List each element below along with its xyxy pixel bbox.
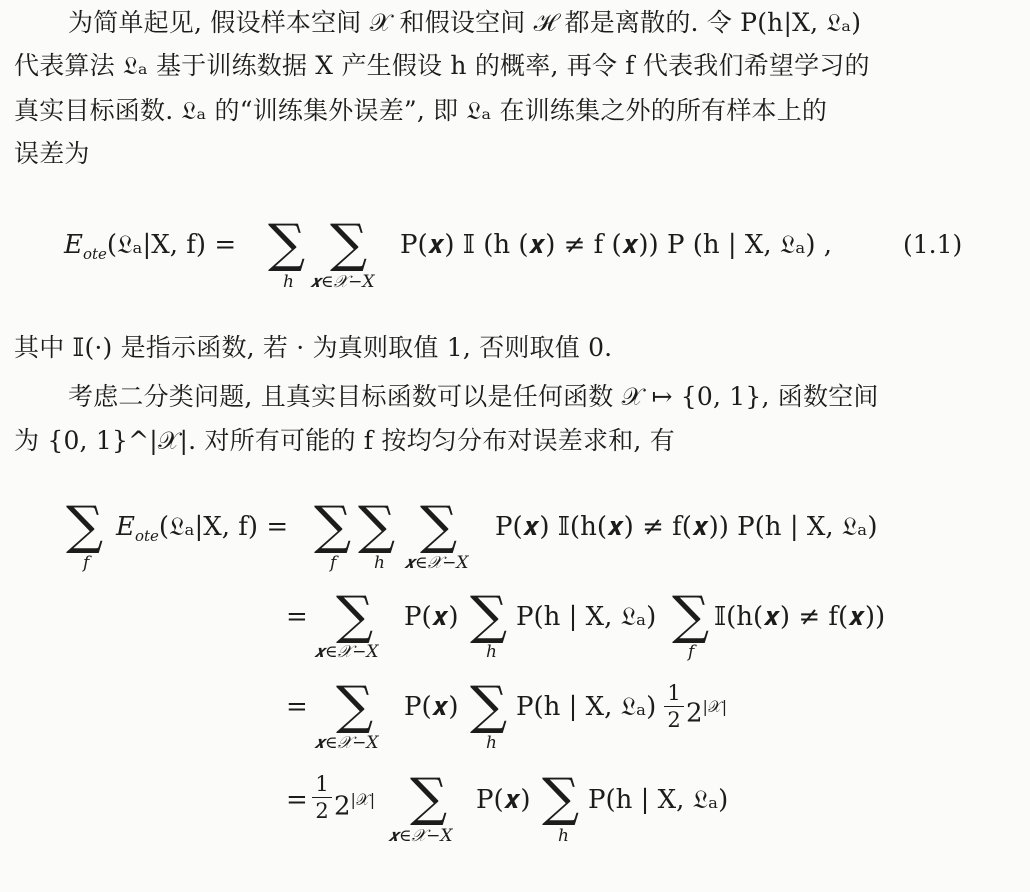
eq2-row2-sum1: ∑	[336, 586, 374, 646]
eq2-row1-sum-f: ∑	[66, 496, 104, 556]
eq2-row4-frac	[312, 773, 332, 822]
eq2-row1-lhs: E	[116, 512, 135, 542]
eq2-row3-sub2: h	[486, 733, 497, 753]
eq2-row4-sub1: 𝒙∈𝒳−X	[388, 826, 453, 846]
eq2-row3-pow-exp: |𝒳|	[702, 697, 728, 716]
eq1-sum1-sub: h	[283, 272, 294, 292]
eq2-row1-sum1: ∑	[314, 496, 352, 556]
eq2-row4-sub2: h	[558, 826, 569, 846]
eq1-body: P(𝒙) 𝕀 (h (𝒙) ≠ f (𝒙)) P (h | X, 𝔏ₐ) ,	[400, 230, 833, 260]
eq1-sum2-sub: 𝒙∈𝒳−X	[310, 272, 375, 292]
eq2-row3-sub1: 𝒙∈𝒳−X	[314, 733, 379, 753]
eq2-row3-pow-base: 2	[686, 698, 703, 729]
eq2-row1-sub1: f	[330, 553, 337, 573]
eq2-row4-pow-exp: |𝒳|	[350, 790, 376, 809]
eq1-sum1: ∑	[268, 214, 306, 274]
eq2-row4-eq: =	[286, 785, 308, 815]
eq1-lhs-rest: (𝔏ₐ|X, f) =	[106, 230, 237, 260]
eq1-number: (1.1)	[903, 230, 963, 259]
eq2-row1-lhs-sub: f	[83, 553, 90, 573]
eq2-row4-b: P(h | X, 𝔏ₐ)	[588, 785, 729, 815]
eq2-row1-sum3: ∑	[420, 496, 458, 556]
eq2-row4-frac-num: 1	[315, 772, 329, 796]
paragraph3-line1: 考虑二分类问题, 且真实目标函数可以是任何函数 𝒳 ↦ {0, 1}, 函数空间	[68, 382, 879, 411]
paragraph2-line1: 其中 𝕀(·) 是指示函数, 若 · 为真则取值 1, 否则取值 0.	[14, 333, 613, 362]
eq2-row4-frac-den: 2	[315, 799, 329, 823]
eq2-row3-b: P(h | X, 𝔏ₐ)	[516, 692, 657, 722]
eq2-row4-sum2: ∑	[542, 768, 580, 828]
eq2-row2-sum3: ∑	[672, 586, 710, 646]
eq2-row2-sub2: h	[486, 642, 497, 662]
eq2-row3-eq: =	[286, 692, 308, 722]
eq2-row2-sub3: f	[688, 642, 695, 662]
paragraph1-line4: 误差为	[14, 139, 90, 168]
eq2-row3-frac	[664, 682, 684, 731]
eq2-row2-b: P(h | X, 𝔏ₐ)	[516, 602, 657, 632]
eq2-row3-pow	[686, 690, 727, 731]
eq2-row1-sub3: 𝒙∈𝒳−X	[404, 553, 469, 573]
eq2-row4-a: P(𝒙)	[476, 785, 531, 815]
eq2-row3-sum1: ∑	[336, 676, 374, 736]
eq2-row1-lhs-rest: (𝔏ₐ|X, f) =	[158, 512, 289, 542]
eq2-row2-sum2: ∑	[470, 586, 508, 646]
eq2-row1-sum2: ∑	[358, 496, 396, 556]
eq1-sum2: ∑	[330, 214, 368, 274]
paragraph1-line1: 为简单起见, 假设样本空间 𝒳 和假设空间 ℋ 都是离散的. 令 P(h|X, 𝔏ₐ)	[68, 8, 862, 37]
eq2-row1-sub2: h	[374, 553, 385, 573]
eq2-row4-sum1: ∑	[410, 768, 448, 828]
eq2-row3-sum2: ∑	[470, 676, 508, 736]
eq2-row4-pow	[334, 783, 375, 824]
paragraph1-line2: 代表算法 𝔏ₐ 基于训练数据 X 产生假设 h 的概率, 再令 f 代表我们希望学习的	[14, 51, 870, 80]
eq2-row1-lhs-sub2: ote	[134, 527, 159, 546]
eq2-row2-c: 𝕀(h(𝒙) ≠ f(𝒙))	[714, 602, 886, 632]
eq1-lhs-sub: ote	[82, 245, 107, 264]
eq2-row3-frac-den: 2	[667, 708, 681, 732]
eq2-row2-sub1: 𝒙∈𝒳−X	[314, 642, 379, 662]
eq2-row3-frac-bar	[664, 706, 684, 707]
eq2-row3-frac-num: 1	[667, 681, 681, 705]
eq2-row2-eq: =	[286, 602, 308, 632]
paragraph1-line3: 真实目标函数. 𝔏ₐ 的“训练集外误差”, 即 𝔏ₐ 在训练集之外的所有样本上的	[14, 96, 828, 125]
eq1-lhs: E	[64, 230, 83, 260]
eq2-row1-body: P(𝒙) 𝕀(h(𝒙) ≠ f(𝒙)) P(h | X, 𝔏ₐ)	[495, 512, 878, 542]
eq2-row3-a: P(𝒙)	[404, 692, 459, 722]
paragraph3-line2: 为 {0, 1}^|𝒳|. 对所有可能的 f 按均匀分布对误差求和, 有	[14, 426, 675, 455]
eq2-row4-pow-base: 2	[334, 791, 351, 822]
eq2-row2-a: P(𝒙)	[404, 602, 459, 632]
eq2-row4-frac-bar	[312, 797, 332, 798]
